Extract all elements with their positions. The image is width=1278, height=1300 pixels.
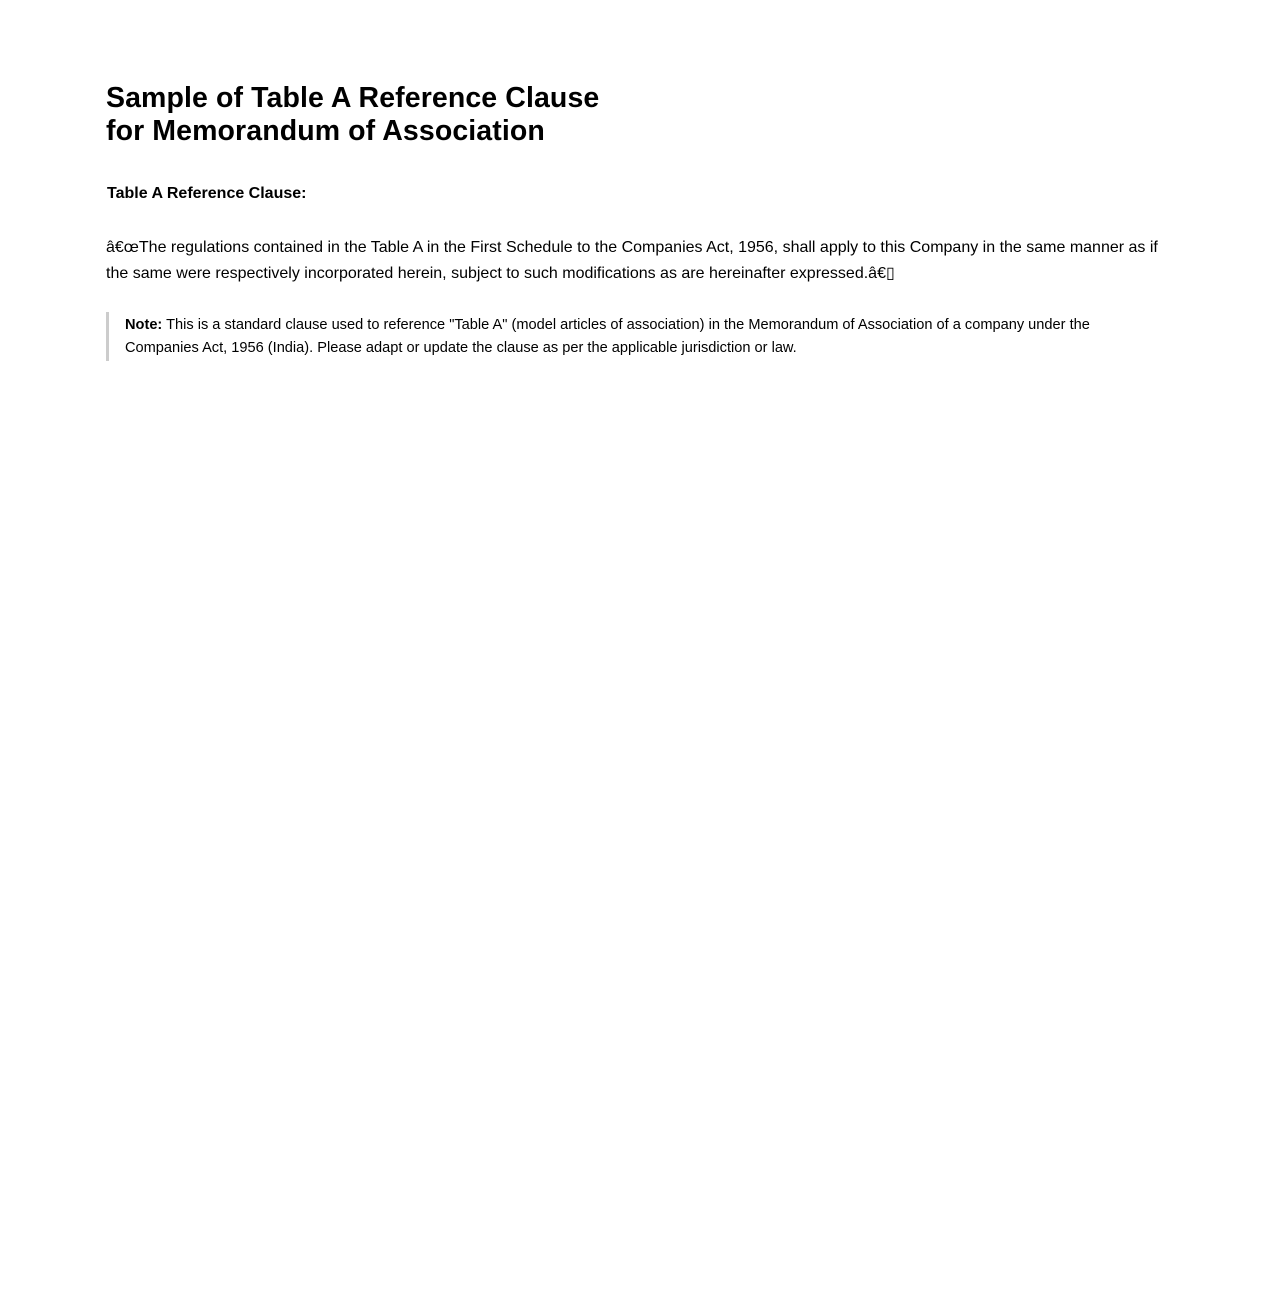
clause-text: â€œThe regulations contained in the Table A in the First Schedule to the Companies Act, 1956, shall apply to this Company in the same manner as if the same were respectively incorporated herein, subject to such modifications as are hereinafter expressed.â€▯ <box>106 239 1158 282</box>
document-body <box>106 82 1172 361</box>
note-blockquote <box>106 312 1165 361</box>
note-text: This is a standard clause used to reference "Table A" (model articles of association) in the Memorandum of Association of a company under the Companies Act, 1956 (India). Please adapt or update the clause as per the applicable jurisdiction or law. <box>125 317 1090 356</box>
page-title <box>106 82 1172 148</box>
page-title-line-1: Sample of Table A Reference Clause <box>106 82 600 114</box>
section-heading: Table A Reference Clause: <box>107 185 307 202</box>
page-title-line-2: for Memorandum of Association <box>106 115 545 147</box>
note-label: Note: <box>125 317 163 333</box>
